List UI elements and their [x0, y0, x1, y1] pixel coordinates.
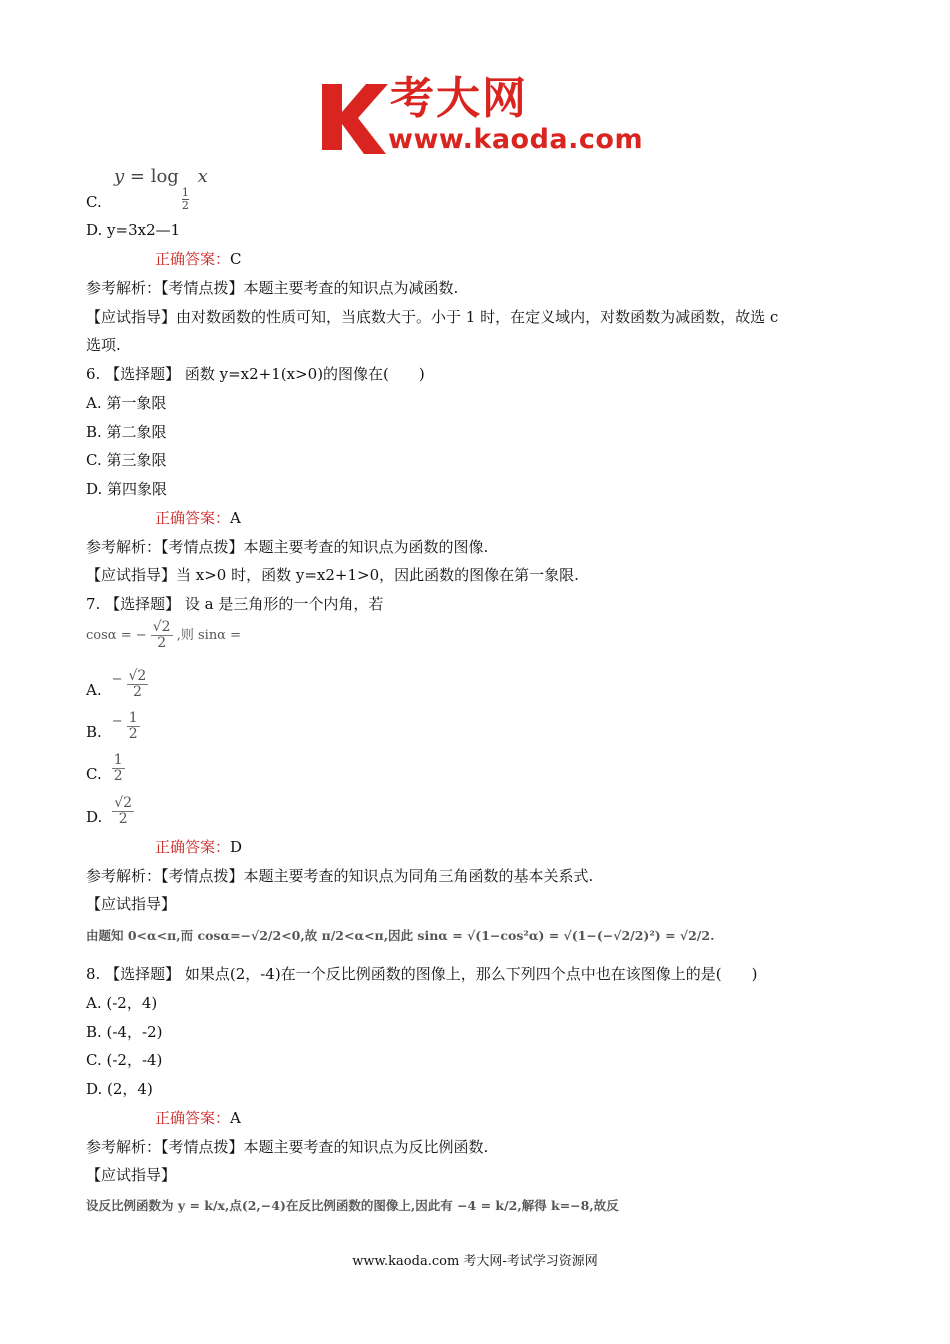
q5-formula: y = log $\frac{1}{2}$ x	[114, 166, 208, 212]
q6-option-c: C. 第三象限	[86, 451, 167, 469]
q7-solution: 由题知 0<α<π,而 cosα=−√2/2<0,故 π/2<α<π,因此 sinα = √(1−cos²α) = √(1−(−√2/2)²) = √2/2.	[86, 928, 715, 943]
q8-option-a: A. (-2，4)	[86, 994, 158, 1012]
q6-answer: 正确答案：A	[155, 509, 241, 527]
q8-answer: 正确答案：A	[155, 1109, 241, 1127]
q8-solution: 设反比例函数为 y = k/x,点(2,−4)在反比例函数的图像上,因此有 −4 = k/2,解得 k=−8,故反	[86, 1198, 619, 1213]
q8-analysis: 参考解析：【考情点拨】本题主要考查的知识点为反比例函数.	[86, 1138, 489, 1156]
q7-option-a: A. − $\frac{√2}{2}$	[86, 668, 147, 700]
q5-option-c-label: C.	[86, 193, 102, 211]
q8-option-c: C. (-2，-4)	[86, 1051, 163, 1069]
q5-option-d: D. y=3x2—1	[86, 221, 181, 239]
q6-option-a: A. 第一象限	[86, 394, 167, 412]
q5-analysis: 参考解析：【考情点拨】本题主要考查的知识点为减函数.	[86, 279, 459, 297]
q7-stem: 7. 【选择题】 设 a 是三角形的一个内角，若	[86, 595, 384, 613]
q7-condition: cosα = − $\frac{√2}{2}$ ,则 sinα =	[86, 619, 241, 651]
q6-stem: 6. 【选择题】 函数 y=x2+1(x>0)的图像在( )	[86, 365, 425, 383]
q8-option-d: D. (2，4)	[86, 1080, 153, 1098]
q8-stem: 8. 【选择题】 如果点(2，-4)在一个反比例函数的图像上，那么下列四个点中也在该图像上的是( )	[86, 965, 758, 983]
q5-guide-cont: 选项.	[86, 336, 121, 354]
q5-answer: 正确答案：C	[155, 250, 242, 268]
q6-analysis: 参考解析：【考情点拨】本题主要考查的知识点为函数的图像.	[86, 538, 489, 556]
q7-option-b: B. − $\frac{1}{2}$	[86, 710, 138, 742]
logo-brand-text: 考大网	[390, 73, 528, 124]
q7-answer: 正确答案：D	[155, 838, 243, 856]
q7-analysis: 参考解析：【考情点拨】本题主要考查的知识点为同角三角函数的基本关系式.	[86, 867, 594, 885]
q6-option-b: B. 第二象限	[86, 423, 167, 441]
q6-guide: 【应试指导】当 x>0 时，函数 y=x2+1>0，因此函数的图像在第一象限.	[86, 566, 579, 584]
page-footer: www.kaoda.com 考大网-考试学习资源网	[352, 1254, 598, 1269]
q7-option-d: D. $\frac{√2}{2}$	[86, 795, 133, 827]
q7-option-c: C. $\frac{1}{2}$	[86, 752, 123, 784]
logo-url-text: www.kaoda.com	[388, 124, 644, 155]
k-logo-icon	[318, 78, 388, 156]
q8-option-b: B. (-4，-2)	[86, 1023, 163, 1041]
q5-guide: 【应试指导】由对数函数的性质可知，当底数大于。小于 1 时，在定义域内，对数函数为减函数，故选 c	[86, 308, 779, 326]
q8-guide-label: 【应试指导】	[86, 1166, 177, 1184]
q7-guide-label: 【应试指导】	[86, 895, 177, 913]
q6-option-d: D. 第四象限	[86, 480, 168, 498]
kaoda-logo	[318, 73, 648, 158]
